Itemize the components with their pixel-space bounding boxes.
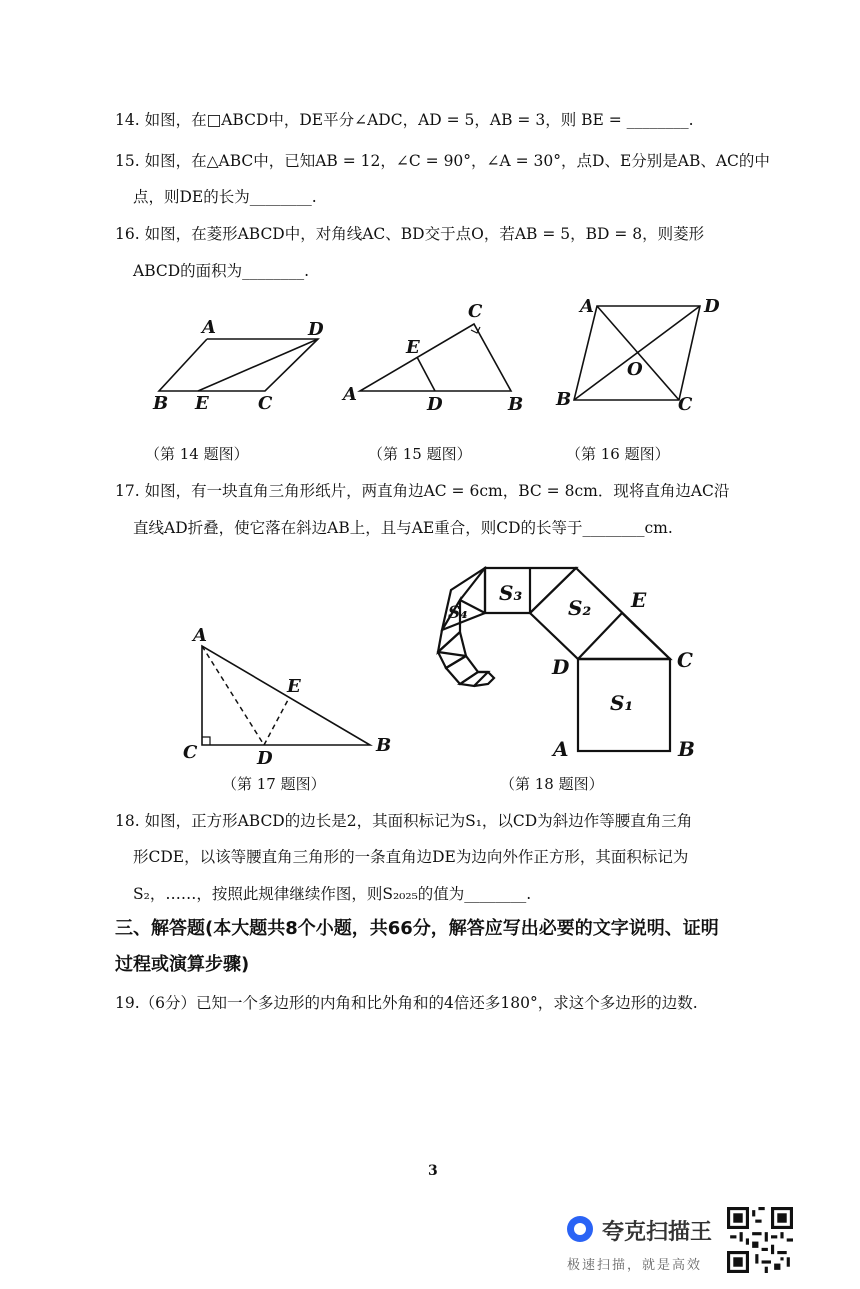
fold-line-ad xyxy=(202,646,264,745)
page-number: 3 xyxy=(428,1163,438,1179)
label-e: E xyxy=(195,393,209,414)
qr-code-icon xyxy=(727,1207,793,1273)
question-19: 19.（6分）已知一个多边形的内角和比外角和的4倍还多180°，求这个多边形的边数. xyxy=(115,994,698,1012)
question-15-line2: 点，则DE的长为________. xyxy=(133,188,317,206)
label-b: B xyxy=(556,389,572,410)
square-s2 xyxy=(530,568,670,659)
figure-18 xyxy=(420,560,710,765)
label-d: D xyxy=(552,655,570,679)
segment-ce xyxy=(622,613,670,659)
caption-fig-18: （第 18 题图） xyxy=(500,775,604,793)
question-15-line1: 15. 如图，在△ABC中，已知AB = 12，∠C = 90°，∠A = 30°，点D、E分别是AB、AC的中 xyxy=(115,152,770,170)
segment-de xyxy=(264,698,289,745)
triangle-abc xyxy=(360,324,511,391)
label-b: B xyxy=(508,394,524,415)
label-d: D xyxy=(308,319,324,340)
label-a: A xyxy=(193,625,207,646)
label-c: C xyxy=(677,648,693,672)
label-s3: S₃ xyxy=(499,581,523,605)
segment-de xyxy=(198,339,318,391)
triangle-abc xyxy=(202,646,370,745)
caption-fig-15: （第 15 题图） xyxy=(368,445,472,463)
right-angle-mark-c xyxy=(202,737,210,745)
label-c: C xyxy=(468,301,483,322)
label-b: B xyxy=(153,393,169,414)
label-a: A xyxy=(553,737,569,761)
label-d: D xyxy=(427,394,443,415)
label-b: B xyxy=(376,735,392,756)
figure-16 xyxy=(550,290,720,415)
label-s2: S₂ xyxy=(568,596,592,620)
label-e: E xyxy=(406,337,420,358)
label-e: E xyxy=(287,676,301,697)
label-b: B xyxy=(678,737,695,761)
section-3-heading-line2: 过程或演算步骤) xyxy=(115,954,250,975)
square-s6 xyxy=(438,632,466,668)
label-a: A xyxy=(343,384,357,405)
figure-17 xyxy=(180,620,400,770)
watermark-title: 夸克扫描王 xyxy=(602,1220,713,1245)
label-a: A xyxy=(580,296,594,317)
question-16-line1: 16. 如图，在菱形ABCD中，对角线AC、BD交于点O，若AB = 5，BD = 8，则菱形 xyxy=(115,225,705,243)
section-3-heading: 三、解答题(本大题共8个小题，共66分，解答应写出必要的文字说明、证明 xyxy=(115,918,719,939)
label-e: E xyxy=(631,588,647,612)
label-c: C xyxy=(183,742,198,763)
scanner-logo-icon xyxy=(567,1216,593,1242)
label-a: A xyxy=(202,317,216,338)
label-d: D xyxy=(704,296,720,317)
parallelogram-abcd xyxy=(159,339,318,391)
question-18-line1: 18. 如图，正方形ABCD的边长是2，其面积标记为S₁，以CD为斜边作等腰直角三角 xyxy=(115,812,693,830)
question-16-line2: ABCD的面积为________. xyxy=(133,262,310,280)
question-18-line3: S₂，……，按照此规律继续作图，则S₂₀₂₅的值为________. xyxy=(133,885,532,903)
label-s1: S₁ xyxy=(610,691,634,715)
square-s7 xyxy=(446,656,478,684)
watermark-subtitle: 极速扫描，就是高效 xyxy=(567,1258,703,1273)
caption-fig-14: （第 14 题图） xyxy=(145,445,249,463)
caption-fig-17: （第 17 题图） xyxy=(222,775,326,793)
caption-fig-16: （第 16 题图） xyxy=(566,445,670,463)
figure-14 xyxy=(140,315,340,415)
question-18-line2: 形CDE，以该等腰直角三角形的一条直角边DE为边向外作正方形，其面积标记为 xyxy=(133,848,689,866)
label-o: O xyxy=(627,359,643,380)
label-c: C xyxy=(678,394,693,415)
label-s4: S₄ xyxy=(448,603,468,623)
question-17-line2: 直线AD折叠，使它落在斜边AB上，且与AE重合，则CD的长等于________cm. xyxy=(133,519,673,537)
question-17-line1: 17. 如图，有一块直角三角形纸片，两直角边AC = 6cm，BC = 8cm．现将直角边AC沿 xyxy=(115,482,730,500)
figure-15 xyxy=(340,300,530,415)
segment-de xyxy=(417,357,435,391)
label-d: D xyxy=(257,748,273,769)
question-14: 14. 如图，在□ABCD中，DE平分∠ADC，AD = 5，AB = 3，则 BE = ________. xyxy=(115,111,694,129)
label-c: C xyxy=(258,393,273,414)
